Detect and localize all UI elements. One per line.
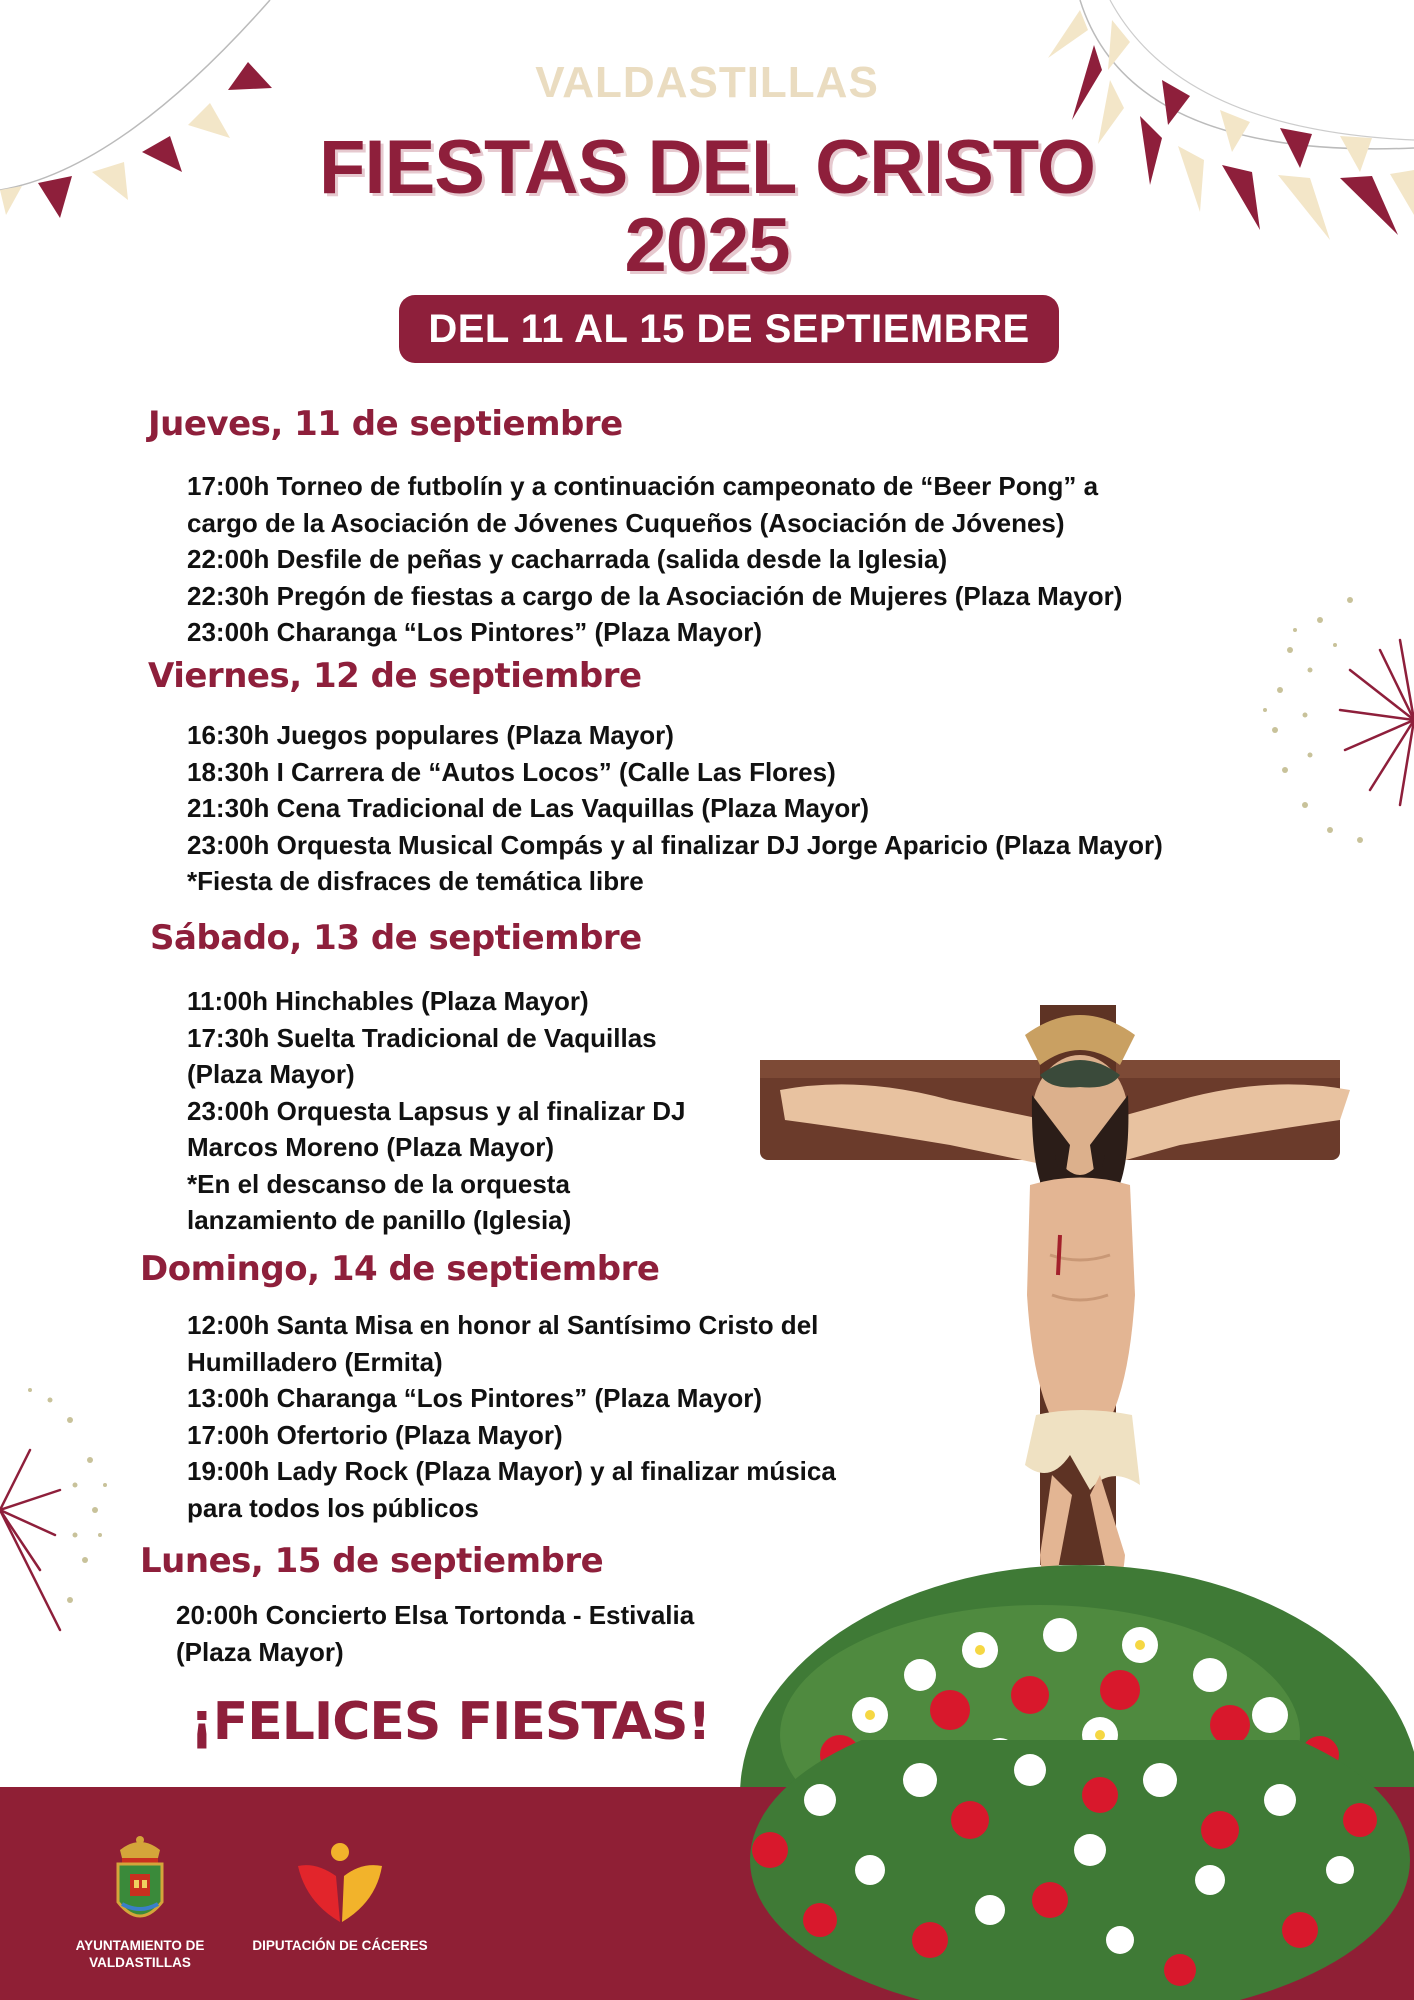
event-line: 22:30h Pregón de fiestas a cargo de la Asociación de Mujeres (Plaza Mayor) [187,580,1123,611]
event-line: *En el descanso de la orquesta [187,1168,570,1199]
event-line: 22:00h Desfile de peñas y cacharrada (salida desde la Iglesia) [187,544,948,574]
town-name: VALDASTILLAS [535,58,879,107]
day-heading-viernes: Viernes, 12 de septiembre [148,656,642,696]
events-viernes [187,717,1163,900]
event-line: 23:00h Orquesta Musical Compás y al finalizar DJ Jorge Aparicio (Plaza Mayor) [187,829,1163,860]
event-line: 18:30h I Carrera de “Autos Locos” (Calle Las Flores) [187,756,836,787]
ayuntamiento-label-line2: VALDASTILLAS [89,1955,191,1970]
events-lunes [176,1597,694,1670]
events-domingo [187,1307,836,1526]
valdastillas-coat-of-arms-icon [108,1832,172,1932]
day-heading-domingo: Domingo, 14 de septiembre [140,1249,660,1289]
event-line: 23:00h Charanga “Los Pintores” (Plaza Mayor) [187,617,763,647]
event-line: *Fiesta de disfraces de temática libre [187,866,644,896]
event-line: lanzamiento de panillo (Iglesia) [187,1205,572,1235]
event-line: 19:00h Lady Rock (Plaza Mayor) y al finalizar música [187,1456,836,1486]
event-line: 17:00h Torneo de futbolín y a continuación campeonato de “Beer Pong” a [187,471,1099,501]
day-heading-sabado: Sábado, 13 de septiembre [150,918,642,958]
date-range-badge: DEL 11 AL 15 DE SEPTIEMBRE [399,295,1059,363]
event-line: Humilladero (Ermita) [187,1346,443,1377]
flower-arrangement [740,1740,1414,2000]
events-jueves [187,468,1122,651]
event-line: 13:00h Charanga “Los Pintores” (Plaza Mayor) [187,1383,763,1413]
ayuntamiento-label-line1: AYUNTAMIENTO DE [75,1938,205,1953]
festival-title: FIESTAS DEL CRISTO [319,125,1095,210]
day-heading-jueves: Jueves, 11 de septiembre [148,404,623,444]
event-line: 20:00h Concierto Elsa Tortonda - Estivalia [176,1600,695,1630]
closing-greeting: ¡FELICES FIESTAS! [190,1692,711,1752]
event-line: (Plaza Mayor) [176,1636,344,1667]
event-line: 11:00h Hinchables (Plaza Mayor) [187,986,589,1016]
event-line: Marcos Moreno (Plaza Mayor) [187,1132,554,1162]
event-line: 21:30h Cena Tradicional de Las Vaquillas (Plaza Mayor) [187,793,870,823]
event-line: 17:30h Suelta Tradicional de Vaquillas [187,1022,657,1053]
event-line: 16:30h Juegos populares (Plaza Mayor) [187,720,674,750]
event-line: (Plaza Mayor) [187,1059,355,1089]
ayuntamiento-label [55,1937,225,1971]
diputacion-caceres-logo-icon [296,1842,384,1922]
day-heading-lunes: Lunes, 15 de septiembre [140,1541,604,1581]
event-line: 12:00h Santa Misa en honor al Santísimo Cristo del [187,1310,819,1340]
firework-left-decoration [0,1360,120,1660]
event-line: cargo de la Asociación de Jóvenes Cuqueños (Asociación de Jóvenes) [187,507,1065,538]
event-line: 17:00h Ofertorio (Plaza Mayor) [187,1419,563,1450]
event-line: 23:00h Orquesta Lapsus y al finalizar DJ [187,1095,686,1126]
festival-year: 2025 [624,203,790,288]
diputacion-label: DIPUTACIÓN DE CÁCERES [252,1938,428,1953]
firework-right-decoration [1250,570,1414,870]
event-line: para todos los públicos [187,1492,479,1523]
events-sabado [187,983,686,1239]
